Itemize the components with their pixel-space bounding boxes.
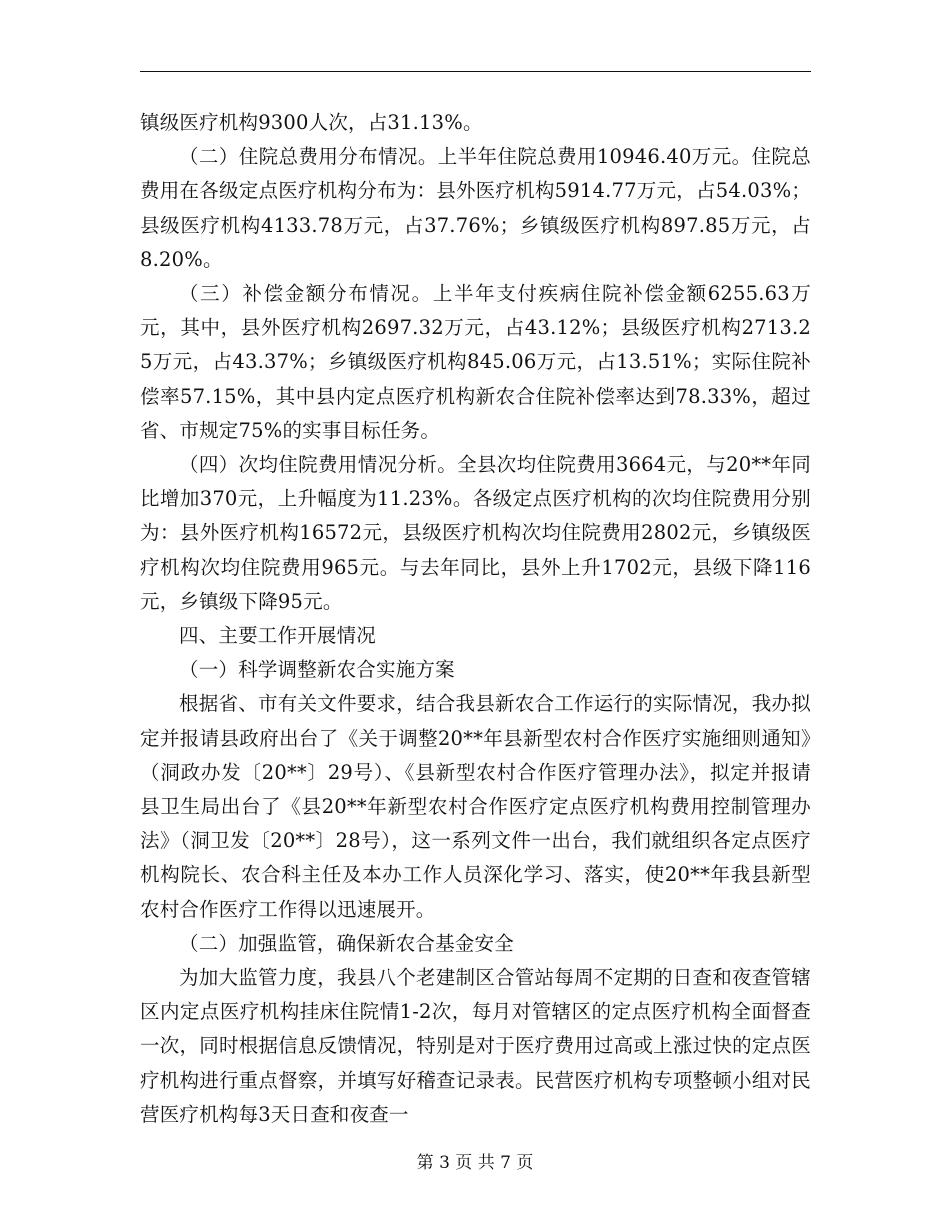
paragraph-compensation-distribution: （三）补偿金额分布情况。上半年支付疾病住院补偿金额6255.63万元，其中，县外医疗机构2697.32万元，占43.12%；县级医疗机构2713.25万元，占43.37%；乡镇级医疗机构845.06万元，占13.51%；实际住院补偿率57.15%，其中县内定点医疗机构新农合住院补偿率达到78.33%，超过省、市规定75%的实事目标任务。 <box>140 282 811 442</box>
subheading-adjust-plan: （一）科学调整新农合实施方案 <box>179 658 455 682</box>
document-body <box>140 106 811 1132</box>
paragraph-strengthen-supervision: 为加大监管力度，我县八个老建制区合管站每周不定期的日查和夜查管辖区内定点医疗机构挂床住院情1-2次，每月对管辖区的定点医疗机构全面督查一次，同时根据信息反馈情况，特别是对于医疗费用过高或上涨过快的定点医疗机构进行重点督察，并填写好稽查记录表。民营医疗机构专项整顿小组对民营医疗机构每3天日查和夜查一 <box>140 966 811 1126</box>
paragraph-adjust-plan: 根据省、市有关文件要求，结合我县新农合工作运行的实际情况，我办拟定并报请县政府出台了《关于调整20**年县新型农村合作医疗实施细则通知》（洞政办发〔20**〕29号）、《县新型农村合作医疗管理办法》，拟定并报请县卫生局出台了《县20**年新型农村合作医疗定点医疗机构费用控制管理办法》（洞卫发〔20**〕28号），这一系列文件一出台，我们就组织各定点医疗机构院长、农合科主任及本办工作人员深化学习、落实，使20**年我县新型农村合作医疗工作得以迅速展开。 <box>140 692 811 921</box>
paragraph-hospitalization-cost-distribution: （二）住院总费用分布情况。上半年住院总费用10946.40万元。住院总费用在各级定点医疗机构分布为：县外医疗机构5914.77万元，占54.03%；县级医疗机构4133.78万元，占37.76%；乡镇级医疗机构897.85万元，占8.20%。 <box>140 145 811 271</box>
header-rule <box>140 71 811 72</box>
paragraph-average-cost-analysis: （四）次均住院费用情况分析。全县次均住院费用3664元，与20**年同比增加370元，上升幅度为11.23%。各级定点医疗机构的次均住院费用分别为：县外医疗机构16572元，县级医疗机构次均住院费用2802元，乡镇级医疗机构次均住院费用965元。与去年同比，县外上升1702元，县级下降116元，乡镇级下降95元。 <box>140 453 811 613</box>
page-number-footer: 第 3 页 共 7 页 <box>416 1153 534 1173</box>
subheading-strengthen-supervision: （二）加强监管，确保新农合基金安全 <box>179 931 514 955</box>
paragraph-continuation: 镇级医疗机构9300人次，占31.13%。 <box>140 111 483 134</box>
section-heading-main-work: 四、主要工作开展情况 <box>179 624 377 648</box>
